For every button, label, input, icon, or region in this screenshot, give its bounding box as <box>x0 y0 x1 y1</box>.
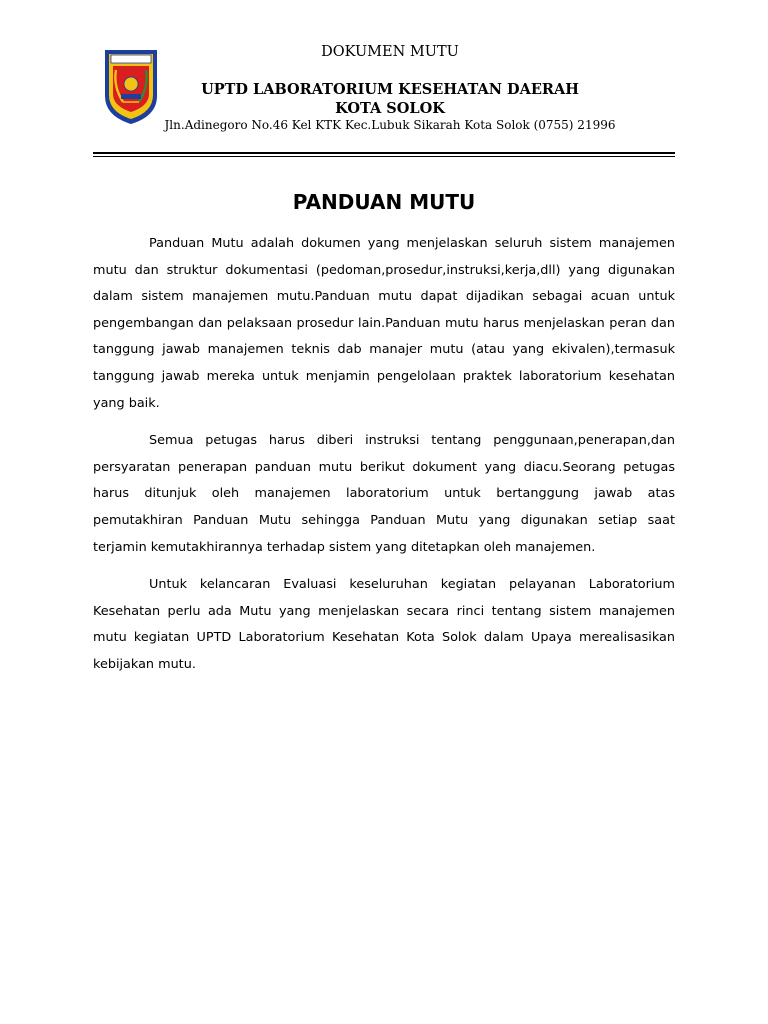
header-divider-thin <box>93 156 675 157</box>
kota-solok-emblem-icon <box>103 46 159 126</box>
body-paragraph-2: Semua petugas harus diberi instruksi tentang penggunaan,penerapan,dan persyaratan penerapan panduan mutu berikut dokument yang diacu.Seorang petugas harus ditunjuk oleh manajemen laboratorium untuk bertanggung jawab atas pemutakhiran Panduan Mutu sehingga Panduan Mutu yang digunakan setiap saat terjamin kemutakhirannya terhadap sistem yang ditetapkan oleh manajemen. <box>93 433 675 555</box>
header-divider-thick <box>93 152 675 154</box>
body-paragraph-3: Untuk kelancaran Evaluasi keseluruhan kegiatan pelayanan Laboratorium Kesehatan perlu ada Mutu yang menjelaskan secara rinci tentang sistem manajemen mutu kegiatan UPTD Laboratorium Kesehatan Kota Solok dalam Upaya merealisasikan kebijakan mutu. <box>93 577 675 672</box>
organization-name <box>160 80 620 118</box>
document-body <box>93 231 675 690</box>
organization-name-line1: UPTD LABORATORIUM KESEHATAN DAERAH <box>201 81 579 98</box>
document-title: PANDUAN MUTU <box>292 190 476 214</box>
body-paragraph-1: Panduan Mutu adalah dokumen yang menjelaskan seluruh sistem manajemen mutu dan struktur dokumentasi (pedoman,prosedur,instruksi,kerja,dll) yang digunakan dalam sistem manajemen mutu.Panduan mutu dapat dijadikan sebagai acuan untuk pengembangan dan pelaksaan prosedur lain.Panduan mutu harus menjelaskan peran dan tanggung jawab manajemen teknis dab manajer mutu (atau yang ekivalen),termasuk tanggung jawab mereka untuk menjamin pengelolaan praktek laboratorium kesehatan yang baik. <box>93 236 675 411</box>
organization-address: Jln.Adinegoro No.46 Kel KTK Kec.Lubuk Sikarah Kota Solok (0755) 21996 <box>164 118 616 132</box>
document-type: DOKUMEN MUTU <box>321 44 459 60</box>
organization-name-line2: KOTA SOLOK <box>335 100 445 117</box>
